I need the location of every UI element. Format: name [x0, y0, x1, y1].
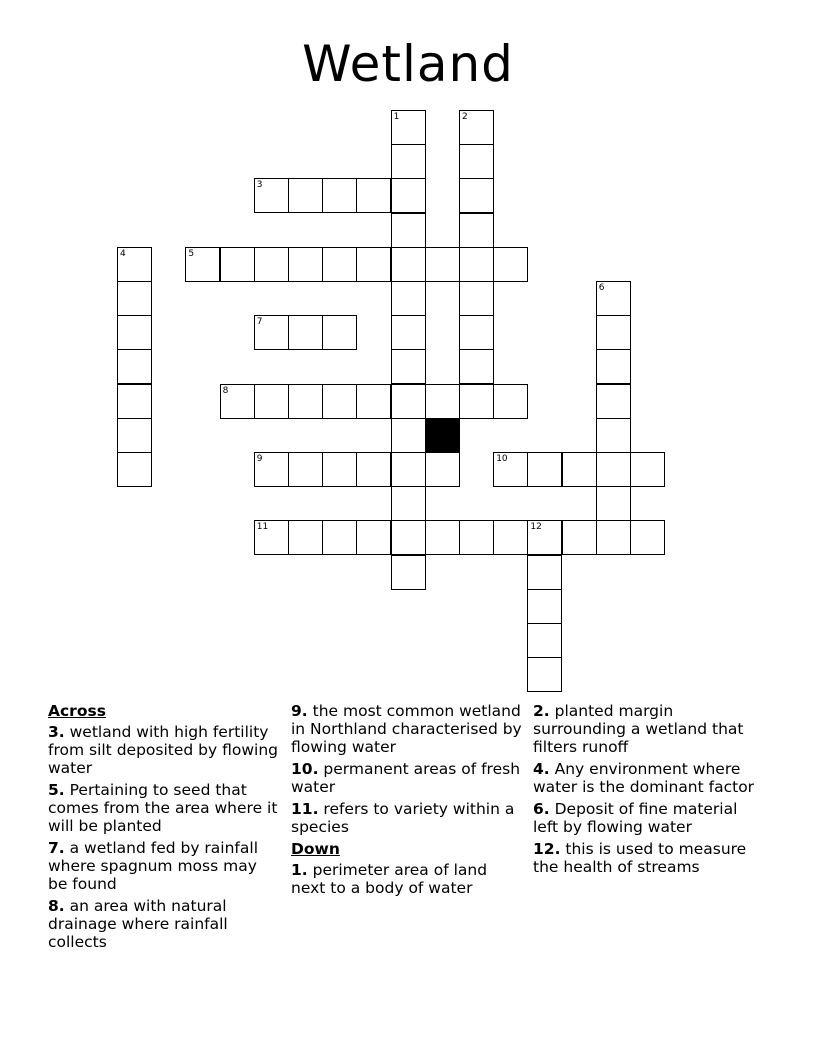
grid-cell[interactable] [391, 315, 426, 350]
clue-across-5: 5. Pertaining to seed that comes from the area where it will be planted [48, 781, 278, 835]
grid-cell[interactable] [459, 178, 494, 213]
grid-cell[interactable] [459, 110, 494, 145]
grid-cell[interactable] [220, 247, 255, 282]
grid-cell[interactable] [391, 418, 426, 453]
cell-number: 2 [462, 112, 468, 122]
grid-cell[interactable] [459, 213, 494, 248]
grid-cell[interactable] [117, 452, 152, 487]
grid-cell[interactable] [117, 418, 152, 453]
grid-cell[interactable] [391, 555, 426, 590]
cell-number: 9 [256, 454, 263, 464]
grid-cell[interactable] [391, 213, 426, 248]
across-heading: Across [48, 702, 106, 720]
grid-cell[interactable] [391, 144, 426, 179]
grid-cell[interactable] [391, 110, 426, 145]
grid-cell[interactable] [493, 247, 528, 282]
grid-cell[interactable] [459, 520, 494, 555]
grid-cell[interactable] [117, 384, 152, 419]
grid-cell[interactable] [322, 520, 357, 555]
clue-column-3 [533, 702, 765, 880]
grid-cell[interactable] [425, 452, 460, 487]
cell-number: 4 [120, 248, 126, 259]
grid-cell[interactable] [254, 520, 289, 555]
grid-cell[interactable] [117, 281, 152, 316]
grid-cell[interactable] [459, 247, 494, 282]
grid-cell[interactable] [425, 520, 460, 555]
grid-cell[interactable] [596, 315, 631, 350]
grid-cell[interactable] [562, 452, 597, 487]
grid-cell[interactable] [493, 452, 528, 487]
grid-cell[interactable] [322, 247, 357, 282]
grid-cell[interactable] [391, 178, 426, 213]
cell-number: 1 [393, 112, 400, 122]
cell-number: 5 [188, 248, 195, 259]
grid-cell[interactable] [425, 247, 460, 282]
grid-block-cell [425, 418, 460, 453]
grid-cell[interactable] [254, 452, 289, 487]
grid-cell[interactable] [391, 349, 426, 384]
grid-cell[interactable] [322, 315, 357, 350]
grid-cell[interactable] [185, 247, 220, 282]
grid-cell[interactable] [562, 520, 597, 555]
clue-across-9: 9. the most common wetland in Northland characterised by flowing water [291, 702, 522, 756]
clue-across-3: 3. wetland with high fertility from silt deposited by flowing water [48, 723, 278, 777]
grid-cell[interactable] [220, 384, 255, 419]
grid-cell[interactable] [288, 520, 323, 555]
grid-cell[interactable] [356, 520, 391, 555]
grid-cell[interactable] [493, 384, 528, 419]
grid-cell[interactable] [356, 178, 391, 213]
grid-cell[interactable] [288, 452, 323, 487]
cell-number: 6 [598, 283, 605, 293]
grid-cell[interactable] [425, 384, 460, 419]
grid-cell[interactable] [527, 452, 562, 487]
grid-cell[interactable] [596, 486, 631, 521]
page-title: Wetland [302, 35, 514, 93]
grid-cell[interactable] [459, 281, 494, 316]
grid-cell[interactable] [596, 384, 631, 419]
grid-cell[interactable] [459, 384, 494, 419]
grid-cell[interactable] [288, 384, 323, 419]
cell-number: 10 [496, 454, 508, 464]
grid-cell[interactable] [493, 520, 528, 555]
grid-cell[interactable] [117, 315, 152, 350]
grid-cell[interactable] [527, 657, 562, 692]
grid-cell[interactable] [527, 520, 562, 555]
grid-cell[interactable] [288, 178, 323, 213]
grid-cell[interactable] [322, 384, 357, 419]
grid-cell[interactable] [596, 349, 631, 384]
clue-across-8: 8. an area with natural drainage where rainfall collects [48, 897, 228, 951]
grid-cell[interactable] [459, 144, 494, 179]
grid-cell[interactable] [527, 555, 562, 590]
grid-cell[interactable] [527, 623, 562, 658]
grid-cell[interactable] [117, 247, 152, 282]
grid-cell[interactable] [322, 178, 357, 213]
clue-down-1: 1. perimeter area of land next to a body of water [291, 861, 488, 897]
clue-down-12: 12. this is used to measure the health of streams [533, 840, 747, 876]
grid-cell[interactable] [288, 315, 323, 350]
grid-cell[interactable] [254, 384, 289, 419]
cell-number: 3 [256, 180, 263, 191]
grid-cell[interactable] [254, 247, 289, 282]
grid-cell[interactable] [459, 349, 494, 384]
grid-cell[interactable] [596, 281, 631, 316]
clue-across-7: 7. a wetland fed by rainfall where spagnum moss may be found [48, 839, 259, 893]
grid-cell[interactable] [117, 349, 152, 384]
grid-cell[interactable] [630, 452, 665, 487]
grid-cell[interactable] [630, 520, 665, 555]
clue-down-4: 4. Any environment where water is the dominant factor [533, 760, 755, 796]
cell-number: 7 [256, 317, 263, 328]
clue-column-2 [291, 702, 523, 901]
grid-cell[interactable] [596, 520, 631, 555]
clue-down-2: 2. planted margin surrounding a wetland that filters runoff [533, 702, 744, 756]
grid-cell[interactable] [288, 247, 323, 282]
grid-cell[interactable] [527, 589, 562, 624]
cell-number: 8 [222, 385, 229, 396]
grid-cell[interactable] [356, 384, 391, 419]
grid-cell[interactable] [596, 452, 631, 487]
grid-cell[interactable] [459, 315, 494, 350]
clue-down-6: 6. Deposit of fine material left by flowing water [533, 800, 738, 836]
clue-across-10: 10. permanent areas of fresh water [291, 760, 521, 796]
grid-cell[interactable] [391, 281, 426, 316]
grid-cell[interactable] [391, 247, 426, 282]
clue-across-11: 11. refers to variety within a species [291, 800, 515, 836]
grid-cell[interactable] [254, 178, 289, 213]
grid-cell[interactable] [356, 247, 391, 282]
grid-cell[interactable] [596, 418, 631, 453]
clue-column-1 [48, 702, 280, 955]
grid-cell[interactable] [391, 486, 426, 521]
grid-cell[interactable] [322, 452, 357, 487]
grid-cell[interactable] [391, 452, 426, 487]
grid-cell[interactable] [254, 315, 289, 350]
cell-number: 11 [256, 522, 269, 533]
grid-cell[interactable] [391, 520, 426, 555]
grid-cell[interactable] [391, 384, 426, 419]
down-heading: Down [291, 840, 340, 858]
grid-cell[interactable] [356, 452, 391, 487]
cell-number: 12 [530, 522, 542, 533]
